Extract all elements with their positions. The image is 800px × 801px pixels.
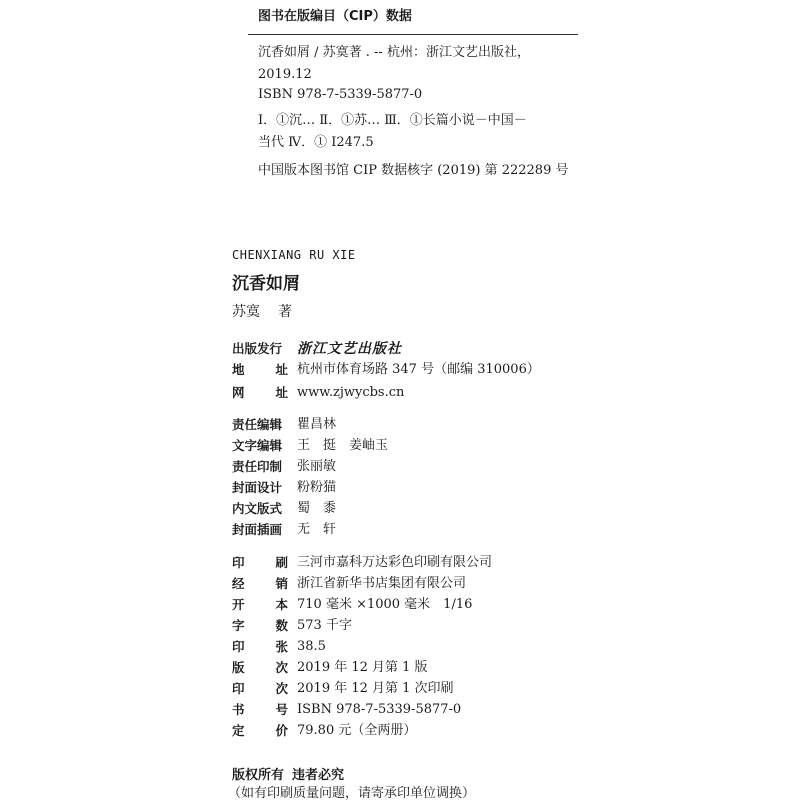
spec-label: 书 号 <box>232 702 288 717</box>
author-name: 苏寞 <box>232 304 260 320</box>
address-label: 地 址 <box>232 362 288 377</box>
cip-line-4: Ⅰ．①沉… Ⅱ．①苏… Ⅲ．①长篇小说－中国－ <box>258 113 527 128</box>
staff-label: 文字编辑 <box>232 438 283 453</box>
spec-value: ISBN 978-7-5339-5877-0 <box>297 702 462 717</box>
spec-label: 印 刷 <box>232 555 288 570</box>
spec-label: 印 张 <box>232 639 288 654</box>
staff-label: 责任印制 <box>232 459 283 474</box>
cip-line-3: ISBN 978-7-5339-5877-0 <box>258 87 423 102</box>
quality-notice: （如有印刷质量问题，请寄承印单位调换） <box>228 786 476 801</box>
spec-label: 定 价 <box>232 723 288 738</box>
spec-value: 三河市嘉科万达彩色印刷有限公司 <box>297 555 493 570</box>
spec-value: 573 千字 <box>297 618 352 633</box>
rights-left: 版权所有 <box>232 768 285 783</box>
staff-value: 无 轩 <box>297 522 337 537</box>
staff-value: 张丽敏 <box>297 459 337 474</box>
website-label: 网 址 <box>232 385 288 400</box>
cip-line-2: 2019.12 <box>258 67 312 82</box>
spec-value: 浙江省新华书店集团有限公司 <box>297 576 467 591</box>
spec-value: 79.80 元（全两册） <box>297 723 417 738</box>
address-value: 杭州市体育场路 347 号（邮编 310006） <box>297 362 540 377</box>
staff-value: 蜀 黍 <box>297 501 337 516</box>
staff-value: 王 挺 姜岫玉 <box>297 438 389 453</box>
staff-label: 内文版式 <box>232 501 283 516</box>
rights-right: 违者必究 <box>292 768 345 783</box>
publisher-label: 出版发行 <box>232 341 283 356</box>
book-pinyin: CHENXIANG RU XIE <box>232 248 356 262</box>
staff-label: 封面设计 <box>232 480 283 495</box>
spec-value: 38.5 <box>297 639 326 654</box>
book-title: 沉香如屑 <box>232 274 300 294</box>
spec-value: 2019 年 12 月第 1 次印刷 <box>297 681 454 696</box>
spec-label: 印 次 <box>232 681 288 696</box>
cip-title: 图书在版编目（CIP）数据 <box>258 9 412 24</box>
cip-divider <box>248 34 578 35</box>
website-value: www.zjwycbs.cn <box>297 385 405 400</box>
spec-label: 经 销 <box>232 576 288 591</box>
cip-line-6: 中国版本图书馆 CIP 数据核字 (2019) 第 222289 号 <box>258 163 569 178</box>
publisher-logo: 浙江文艺出版社 <box>297 341 402 357</box>
spec-value: 710 毫米 ×1000 毫米 1/16 <box>297 597 473 612</box>
staff-value: 瞿昌林 <box>297 417 337 432</box>
author-role: 著 <box>278 304 292 320</box>
spec-label: 字 数 <box>232 618 288 633</box>
spec-value: 2019 年 12 月第 1 版 <box>297 660 428 675</box>
cip-line-1: 沉香如屑 / 苏寞著 . -- 杭州：浙江文艺出版社， <box>258 45 530 60</box>
staff-value: 粉粉猫 <box>297 480 337 495</box>
book-author <box>232 301 292 321</box>
rights-statement <box>232 764 344 783</box>
cip-line-5: 当代 Ⅳ．① I247.5 <box>258 135 374 150</box>
spec-label: 版 次 <box>232 660 288 675</box>
staff-label: 责任编辑 <box>232 417 283 432</box>
staff-label: 封面插画 <box>232 522 283 537</box>
spec-label: 开 本 <box>232 597 288 612</box>
